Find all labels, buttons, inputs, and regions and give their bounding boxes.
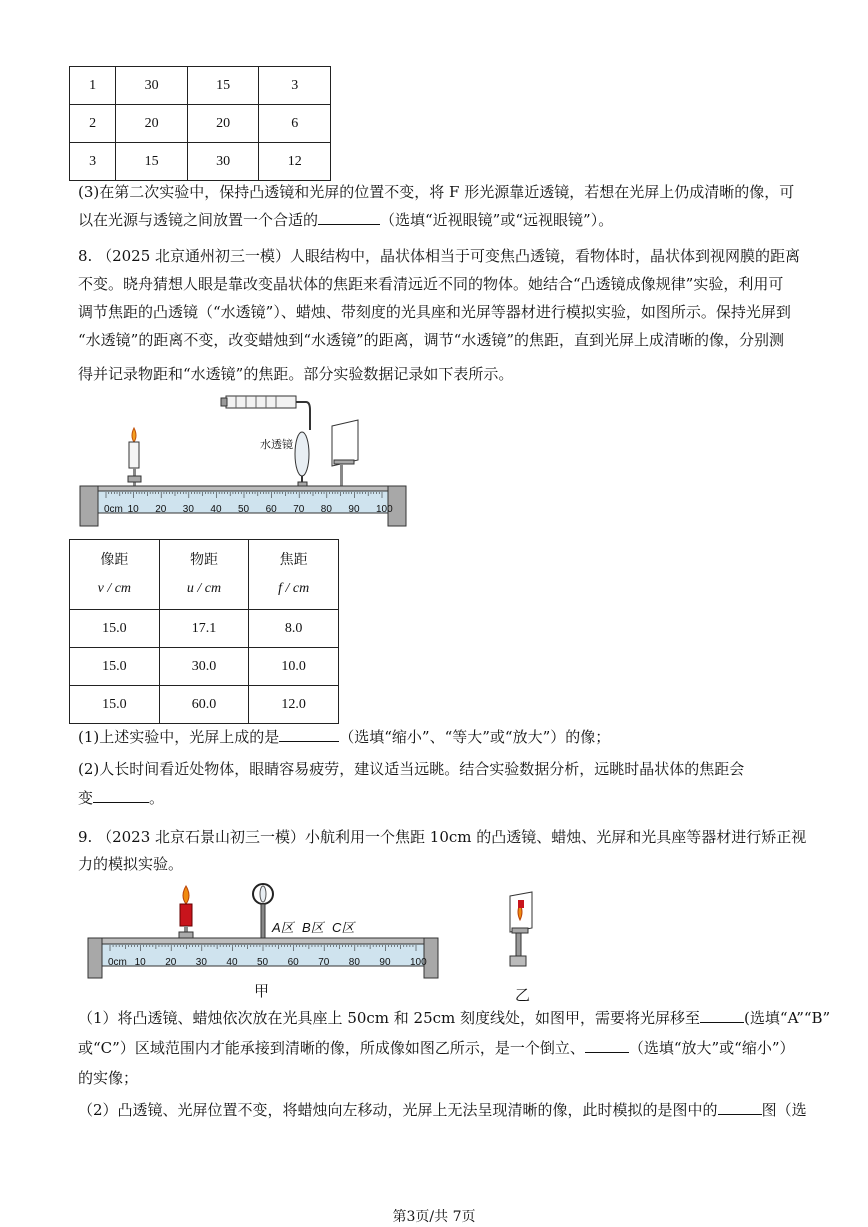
ruler-label: 100: [410, 957, 427, 968]
table-row: [70, 610, 339, 648]
table-cell: 30: [116, 67, 188, 105]
table-cell: 20: [187, 105, 259, 143]
q9-sub1-line2: 或“C”）区域范围内才能承接到清晰的像，所成像如图乙所示，是一个倒立、 （选填“放大”或“缩小”）: [78, 1039, 795, 1057]
lens-data-table: [69, 539, 339, 724]
ruler-label: 70: [318, 957, 330, 968]
ruler-label: 50: [238, 504, 250, 515]
ruler-label: 0cm: [104, 504, 123, 515]
figure-label-jia: 甲: [254, 982, 270, 1000]
table-cell: 60.0: [159, 686, 249, 724]
ruler-label: 0cm: [108, 957, 127, 968]
answer-blank[interactable]: [718, 1100, 762, 1115]
q8-sub1: (1)上述实验中，光屏上成的是 （选填“缩小”、“等大”或“放大”）的像；: [78, 728, 611, 746]
ruler-label: 50: [257, 957, 269, 968]
ruler-label: 30: [182, 504, 194, 515]
ruler-label: 100: [376, 504, 393, 515]
candle-icon: [128, 428, 141, 488]
table-cell: 17.1: [159, 610, 249, 648]
header-name: 焦距: [279, 552, 308, 568]
table-cell: 10.0: [249, 648, 339, 686]
ruler-label: 30: [195, 957, 207, 968]
table-cell: 12.0: [249, 686, 339, 724]
ruler-label: 80: [320, 504, 332, 515]
table-row: [70, 686, 339, 724]
table-row: [70, 648, 339, 686]
page-footer: 第3页/共 7页: [392, 1209, 476, 1225]
table-header-cell: [249, 540, 339, 610]
table-cell: 15.0: [70, 610, 160, 648]
table-row: [70, 105, 331, 143]
figure-label-yi: 乙: [515, 986, 531, 1004]
q8-line-4: “水透镜”的距离不变，改变蜡烛到“水透镜”的距离，调节“水透镜”的焦距，直到光屏上成清晰的像，分别测: [78, 331, 785, 349]
q9-sub1-line3: 的实像；: [78, 1069, 139, 1087]
answer-blank[interactable]: [700, 1008, 744, 1023]
header-name: 像距: [100, 552, 129, 568]
answer-blank[interactable]: [93, 788, 149, 803]
water-lens-label: 水透镜: [260, 439, 293, 451]
q8-line-5: 得并记录物距和“水透镜”的焦距。部分实验数据记录如下表所示。: [78, 365, 514, 383]
screen-image-figure-yi: [496, 890, 546, 980]
header-name: 物距: [189, 552, 218, 568]
results-table-1: [69, 66, 331, 181]
q8-line-2: 不变。晓舟猜想人眼是靠改变晶状体的焦距来看清远近不同的物体。她结合“凸透镜成像规律”实验，利用可: [78, 275, 784, 293]
ruler-label: 20: [155, 504, 167, 515]
table-cell: 15: [187, 67, 259, 105]
header-unit: v / cm: [97, 580, 132, 596]
table-cell: 20: [116, 105, 188, 143]
table-cell: 30.0: [159, 648, 249, 686]
table-cell: 2: [70, 105, 116, 143]
table-cell: 15.0: [70, 648, 160, 686]
q9-sub1-line1: （1）将凸透镜、蜡烛依次放在光具座上 50cm 和 25cm 刻度线处，如图甲，需要将光屏移至 (选填“A”“B”: [78, 1009, 831, 1027]
q8-sub2-line1: (2)人长时间看近处物体，眼睛容易疲劳，建议适当远眺。结合实验数据分析，远眺时晶状体的焦距会: [78, 760, 745, 778]
zone-label-a: A区: [272, 920, 294, 935]
q8-sub2-line2: 变 。: [78, 789, 165, 807]
syringe-icon: [221, 396, 310, 430]
answer-blank[interactable]: [279, 727, 339, 742]
table-cell: 15.0: [70, 686, 160, 724]
convex-lens-icon: [253, 884, 273, 944]
q7-part3-line2: 以在光源与透镜之间放置一个合适的 （选填“近视眼镜”或“远视眼镜”）。: [78, 211, 614, 229]
table-cell: 8.0: [249, 610, 339, 648]
candle-icon: [179, 886, 193, 944]
zone-label-b: B区: [302, 920, 324, 935]
table-cell: 12: [259, 143, 331, 181]
ruler-label: 10: [127, 504, 139, 515]
answer-blank[interactable]: [318, 210, 380, 225]
water-lens-optical-bench-figure: [76, 390, 412, 532]
zone-label-c: C区: [332, 920, 355, 935]
table-header-cell: [70, 540, 160, 610]
table-cell: 6: [259, 105, 331, 143]
ruler-label: 10: [134, 957, 146, 968]
ruler-label: 90: [379, 957, 391, 968]
table-cell: 3: [259, 67, 331, 105]
q7-part3-line1: (3)在第二次实验中，保持凸透镜和光屏的位置不变，将 F 形光源靠近透镜，若想在光屏上仍成清晰的像，可: [78, 183, 795, 201]
table-row: [70, 143, 331, 181]
ruler-label: 60: [265, 504, 277, 515]
table-cell: 3: [70, 143, 116, 181]
q9-line-2: 力的模拟实验。: [78, 855, 184, 873]
ruler-label: 40: [210, 504, 222, 515]
q9-line-1: 9. （2023 北京石景山初三一模）小航利用一个焦距 10cm 的凸透镜、蜡烛、光屏和光具座等器材进行矫正视: [78, 828, 807, 846]
ruler-label: 70: [293, 504, 305, 515]
q8-line-1: 8. （2025 北京通州初三一模）人眼结构中，晶状体相当于可变焦凸透镜，看物体时，晶状体到视网膜的距离: [78, 247, 801, 265]
table-cell: 30: [187, 143, 259, 181]
light-screen-icon: [332, 420, 358, 488]
q8-line-3: 调节焦距的凸透镜（“水透镜”）、蜡烛、带刻度的光具座和光屏等器材进行模拟实验，如图所示。保持光屏到: [78, 303, 791, 321]
ruler-label: 20: [165, 957, 177, 968]
table-header-cell: [159, 540, 249, 610]
ruler-label: 40: [226, 957, 238, 968]
table-cell: 15: [116, 143, 188, 181]
water-lens-icon: [295, 432, 309, 490]
q9-sub2: （2）凸透镜、光屏位置不变，将蜡烛向左移动，光屏上无法呈现清晰的像，此时模拟的是图中的 图（选: [78, 1101, 807, 1119]
table-header-row: [70, 540, 339, 610]
ruler-label: 80: [348, 957, 360, 968]
table-cell: 1: [70, 67, 116, 105]
ruler-label: 90: [348, 504, 360, 515]
header-unit: f / cm: [278, 580, 310, 596]
answer-blank[interactable]: [585, 1038, 629, 1053]
header-unit: u / cm: [186, 580, 222, 596]
table-row: [70, 67, 331, 105]
ruler-label: 60: [287, 957, 299, 968]
